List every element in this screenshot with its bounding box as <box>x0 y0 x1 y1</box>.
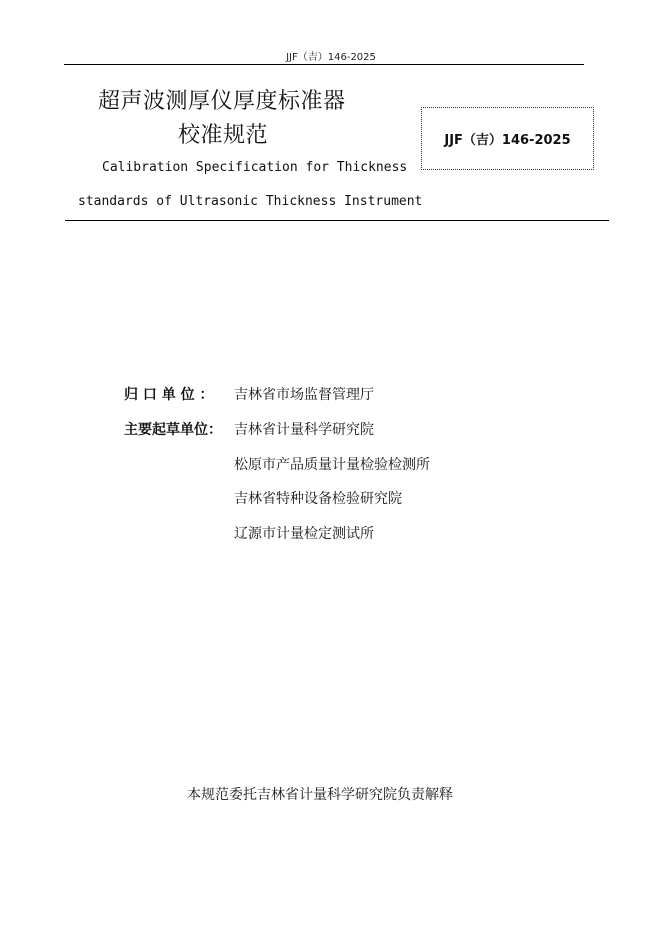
document-code: JJF（吉）146-2025 <box>444 133 571 148</box>
title-rule <box>65 220 609 221</box>
drafting-unit: 吉林省特种设备检验研究院 <box>234 491 402 507</box>
english-title-line1: Calibration Specification for Thickness <box>102 160 408 175</box>
responsible-unit-value: 吉林省市场监督管理厅 <box>234 387 374 403</box>
header-rule <box>64 64 584 65</box>
responsible-unit-label: 归 口 单 位 ： <box>124 387 214 403</box>
drafting-unit: 辽源市计量检定测试所 <box>234 526 374 542</box>
interpretation-note: 本规范委托吉林省计量科学研究院负责解释 <box>187 787 453 803</box>
running-header: JJF（吉）146-2025 <box>286 52 376 63</box>
drafting-unit: 吉林省计量科学研究院 <box>234 422 374 438</box>
document-title-line2: 校准规范 <box>178 123 269 148</box>
english-title-line2: standards of Ultrasonic Thickness Instrument <box>78 194 423 209</box>
document-title-line1: 超声波测厚仪厚度标准器 <box>98 89 346 114</box>
drafting-units-label: 主要起草单位： <box>124 422 222 438</box>
drafting-unit: 松原市产品质量计量检验检测所 <box>234 457 430 473</box>
document-code-box <box>421 107 594 170</box>
